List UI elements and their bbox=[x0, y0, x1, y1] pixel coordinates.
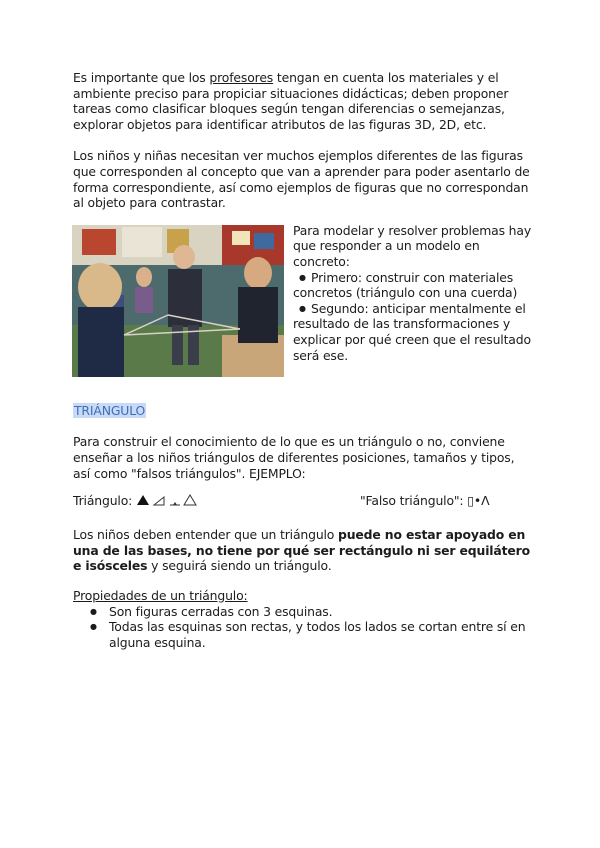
properties-title: Propiedades de un triángulo: bbox=[73, 587, 248, 603]
modeling-section bbox=[73, 223, 533, 379]
modeling-text bbox=[293, 223, 533, 363]
modeling-list bbox=[293, 270, 533, 364]
paragraph-understanding bbox=[73, 527, 533, 574]
paragraph-understanding-pre: Los niños deben entender que un triángulo bbox=[73, 527, 339, 543]
modeling-item bbox=[293, 270, 533, 301]
paragraph-triangle-concept: Para construir el conocimiento de lo que es un triángulo o no, conviene enseñar a los niños triángulos de diferentes posiciones, tamaños y tipos, así como "falsos triángulos". EJEMPLO: bbox=[73, 434, 515, 481]
paragraph-materials bbox=[73, 70, 533, 132]
modeling-item bbox=[293, 301, 533, 363]
paragraph-materials-post: tengan en cuenta los materiales y el ambiente preciso para propiciar situaciones didácticas; deben proponer tareas como clasificar bloques según tengan diferencias o semejanzas, explorar objetos para identificar atributos de las figuras 3D, 2D, etc. bbox=[73, 70, 509, 132]
paragraph-understanding-bold: puede no estar apoyado en una de las bases, no tiene por qué ser rectángulo ni ser equilátero e isósceles bbox=[73, 527, 530, 574]
properties-list bbox=[73, 604, 533, 651]
false-triangle-example bbox=[360, 493, 489, 509]
properties-item: ● Son figuras cerradas con 3 esquinas. bbox=[73, 604, 533, 620]
properties-item: ● Todas las esquinas son rectas, y todos los lados se cortan entre sí en alguna esquina. bbox=[73, 619, 533, 650]
section-heading: TRIÁNGULO bbox=[74, 402, 146, 418]
example-row bbox=[73, 493, 533, 511]
classroom-photo bbox=[72, 225, 284, 377]
triangle-shapes-icon bbox=[136, 493, 198, 511]
false-triangle-shapes-icon: ▯•Λ bbox=[467, 493, 490, 509]
document-page bbox=[73, 70, 533, 650]
paragraph-examples: Los niños y niñas necesitan ver muchos ejemplos diferentes de las figuras que corresponden al concepto que van a aprender para poder asentarlo de forma correspondiente, así como ejemplos de figuras que no correspondan al objeto para contrastar. bbox=[73, 148, 530, 211]
modeling-item-text: Segundo: anticipar mentalmente el resultado de las transformaciones y explicar por qué creen que el resultado será ese. bbox=[293, 300, 531, 363]
modeling-item-text: Primero: construir con materiales concretos (triángulo con una cuerda) bbox=[293, 269, 518, 301]
properties-section bbox=[73, 588, 533, 650]
false-triangle-label: "Falso triángulo": bbox=[360, 493, 464, 509]
triangle-label: Triángulo: bbox=[73, 493, 133, 509]
modeling-intro: Para modelar y resolver problemas hay que responder a un modelo en concreto: bbox=[293, 222, 532, 269]
triangle-example bbox=[73, 493, 198, 511]
paragraph-understanding-post: y seguirá siendo un triángulo. bbox=[147, 558, 332, 574]
paragraph-materials-pre: Es importante que los bbox=[73, 70, 210, 85]
teachers-link[interactable]: profesores bbox=[209, 70, 274, 85]
